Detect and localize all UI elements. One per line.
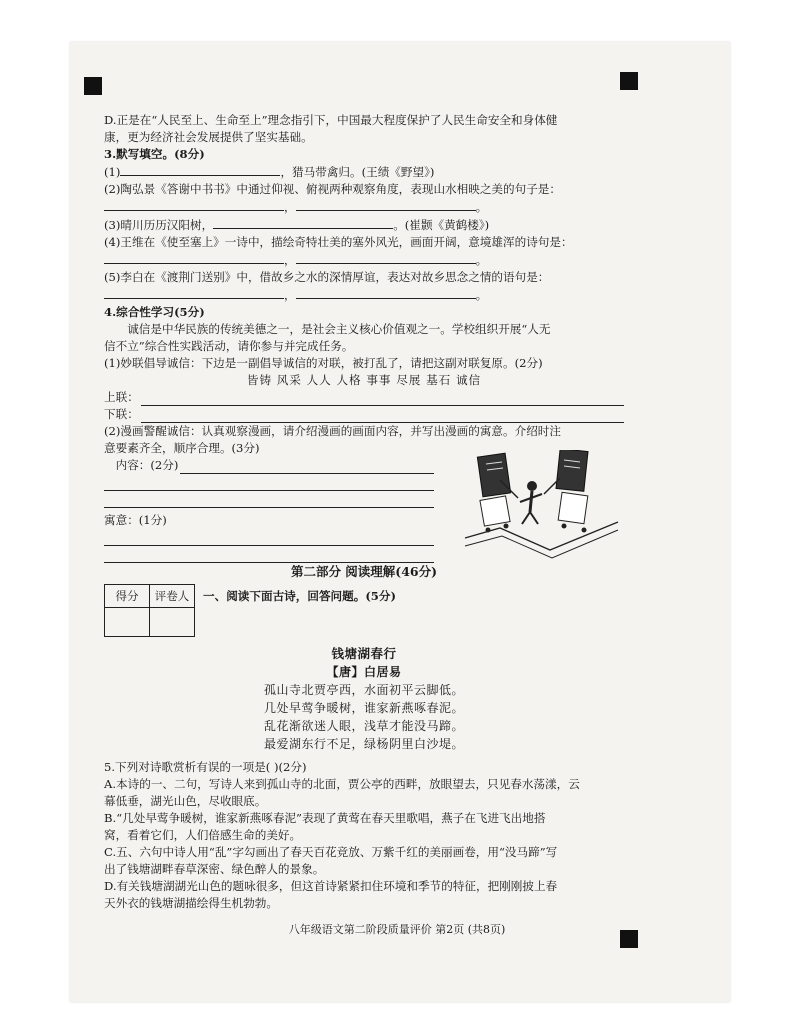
content-blank-1[interactable] xyxy=(180,460,434,474)
lower-couplet-line[interactable] xyxy=(104,406,624,423)
comma: ， xyxy=(284,288,296,302)
poem-line: 最爱湖东行不足，绿杨阴里白沙堤。 xyxy=(263,737,464,751)
q3-blank-4b[interactable] xyxy=(296,251,476,264)
q4-task1: (1)妙联倡导诚信：下边是一副倡导诚信的对联，被打乱了，请把这副对联复原。(2分) xyxy=(104,356,543,370)
q2-option-d-line1: D.正是在“人民至上、生命至上”理念指引下，中国最大程度保护了人民生命安全和身体健 xyxy=(104,113,558,127)
q3-item5: (5)李白在《渡荆门送别》中，借故乡之水的深情厚谊，表达对故乡思念之情的语句是： xyxy=(104,270,550,284)
q3-item4: (4)王维在《使至塞上》一诗中，描绘奇特壮美的塞外风光，画面开阔，意境雄浑的诗句是： xyxy=(104,235,573,249)
meaning-blank-1[interactable] xyxy=(104,529,434,546)
score-cell[interactable] xyxy=(105,608,150,637)
poem-line: 几处早莺争暖树，谁家新燕啄春泥。 xyxy=(263,701,464,715)
upper-couplet-label: 上联： xyxy=(104,390,139,404)
q3-blank-1[interactable] xyxy=(120,163,280,176)
content-blank-3[interactable] xyxy=(104,491,434,508)
poem-title: 钱塘湖春行 xyxy=(331,646,397,661)
lower-couplet-blank[interactable] xyxy=(141,409,624,423)
cartoon-drawing xyxy=(460,450,620,560)
q4-intro-line2: 信不立”综合性实践活动，请你参与并完成任务。 xyxy=(104,339,354,353)
q3-blank-4a[interactable] xyxy=(104,251,284,264)
q5-stem: 5.下列对诗歌赏析有误的一项是( )(2分) xyxy=(104,760,307,774)
content-answer-line1[interactable] xyxy=(104,457,434,474)
content-label: 内容：(2分) xyxy=(115,458,179,472)
period: 。 xyxy=(475,253,488,267)
upper-couplet-line[interactable] xyxy=(104,389,624,406)
integrity-cartoon xyxy=(460,450,620,560)
q3-blank-3[interactable] xyxy=(213,216,393,229)
q5-option-b-line2: 窝，看着它们，人们倍感生命的美好。 xyxy=(104,828,302,842)
q5-option-c-line2: 出了钱塘湖畔春草深密、绿色醉人的景象。 xyxy=(104,862,325,876)
q4-task2-line2: 意要素齐全，顺序合理。(3分) xyxy=(104,441,260,455)
score-table xyxy=(104,584,195,637)
q5-option-d-line1: D.有关钱塘湖湖光山色的题咏很多，但这首诗紧紧扣住环境和季节的特征，把刚刚披上春 xyxy=(104,879,558,893)
period: 。 xyxy=(475,200,488,214)
q5-option-c-line1: C.五、六句中诗人用“乱”字勾画出了春天百花竞放、万紫千红的美丽画卷，用“没马蹄”写 xyxy=(104,845,558,859)
q3-item5-answer xyxy=(104,286,624,304)
grader-cell[interactable] xyxy=(150,608,195,637)
q3-item2-answer xyxy=(104,198,624,216)
registration-mark-top-left xyxy=(84,77,102,95)
q4-task2-line1: (2)漫画警醒诚信：认真观察漫画，请介绍漫画的画面内容，并写出漫画的寓意。介绍时注 xyxy=(104,424,561,438)
q3-blank-5a[interactable] xyxy=(104,286,284,299)
page-footer: 八年级语文第二阶段质量评价 第2页 (共8页) xyxy=(288,923,506,936)
q3-item3-pre: (3)晴川历历汉阳树， xyxy=(104,218,214,232)
section1-instruction: 一、阅读下面古诗，回答问题。(5分) xyxy=(203,589,396,603)
q3-item4-answer xyxy=(104,251,624,269)
poem-author: 【唐】白居易 xyxy=(326,665,402,679)
q3-title: 3.默写填空。(8分) xyxy=(104,147,205,161)
q5-option-d-line2: 天外衣的钱塘湖描绘得生机勃勃。 xyxy=(104,896,278,910)
upper-couplet-blank[interactable] xyxy=(141,392,624,406)
q3-item3-source: 。(崔颢《黄鹤楼》) xyxy=(393,218,490,232)
q3-item1-source: ，猎马带禽归。(王绩《野望》) xyxy=(280,165,435,179)
meaning-label: 寓意：(1分) xyxy=(104,513,167,527)
q5-option-a-line1: A.本诗的一、二句，写诗人来到孤山寺的北面，贾公亭的西畔，放眼望去，只见春水荡漾，云 xyxy=(104,777,580,791)
q5-option-b-line1: B.“几处早莺争暖树，谁家新燕啄春泥”表现了黄莺在春天里歌唱，燕子在飞进飞出地搭 xyxy=(104,811,546,825)
part2-title: 第二部分 阅读理解(46分) xyxy=(290,564,438,579)
score-box-row xyxy=(104,584,624,637)
score-header: 得分 xyxy=(105,585,150,608)
lower-couplet-label: 下联： xyxy=(104,407,139,421)
period: 。 xyxy=(475,288,488,302)
registration-mark-top-right xyxy=(620,72,638,90)
grader-header: 评卷人 xyxy=(150,585,195,608)
q2-option-d-line2: 康，更为经济社会发展提供了坚实基础。 xyxy=(104,130,313,144)
poem-line: 乱花渐欲迷人眼，浅草才能没马蹄。 xyxy=(263,719,464,733)
q3-blank-2a[interactable] xyxy=(104,198,284,211)
q3-blank-2b[interactable] xyxy=(296,198,476,211)
meaning-blank-2[interactable] xyxy=(104,546,434,563)
q4-title: 4.综合性学习(5分) xyxy=(104,305,205,319)
q3-item1 xyxy=(104,163,624,181)
comma: ， xyxy=(284,253,296,267)
q4-intro-line1: 诚信是中华民族的传统美德之一，是社会主义核心价值观之一。学校组织开展“人无 xyxy=(127,322,551,336)
q3-item2: (2)陶弘景《答谢中书书》中通过仰视、俯视两种观察角度，表现山水相映之美的句子是： xyxy=(104,182,561,196)
q5-option-a-line2: 幕低垂，湖光山色，尽收眼底。 xyxy=(104,794,267,808)
q3-item1-num: (1) xyxy=(104,165,121,179)
q3-item3 xyxy=(104,216,624,234)
comma: ， xyxy=(284,200,296,214)
poem-line: 孤山寺北贾亭西，水面初平云脚低。 xyxy=(263,683,464,697)
q3-blank-5b[interactable] xyxy=(296,286,476,299)
couplet-words: 皆铸 风采 人人 人格 事事 尽展 基石 诚信 xyxy=(246,373,482,387)
content-blank-2[interactable] xyxy=(104,474,434,491)
